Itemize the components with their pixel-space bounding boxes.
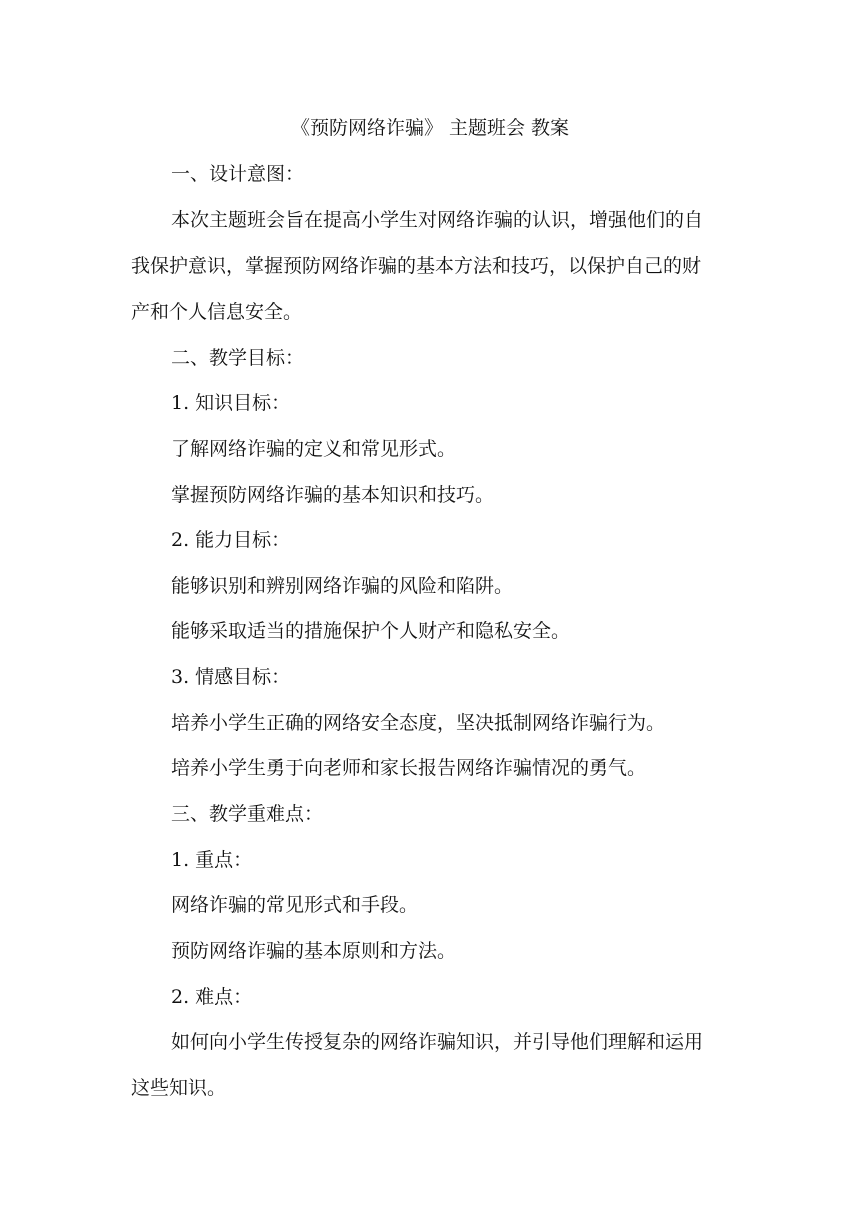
list-item: 培养小学生勇于向老师和家长报告网络诈骗情况的勇气。 [171, 757, 647, 779]
paragraph-line: 如何向小学生传授复杂的网络诈骗知识，并引导他们理解和运用 [171, 1031, 704, 1053]
subheading-emotion-goal: 3. 情感目标： [171, 666, 291, 688]
document-title: 《预防网络诈骗》 主题班会 教案 [290, 117, 570, 139]
paragraph-line: 本次主题班会旨在提高小学生对网络诈骗的认识，增强他们的自 [171, 209, 704, 231]
list-item: 培养小学生正确的网络安全态度，坚决抵制网络诈骗行为。 [171, 712, 666, 734]
section-heading-key-points: 三、教学重难点： [171, 803, 324, 825]
list-item: 了解网络诈骗的定义和常见形式。 [171, 438, 457, 460]
subheading-knowledge-goal: 1. 知识目标： [171, 392, 291, 414]
section-heading-teaching-goals: 二、教学目标： [171, 347, 305, 369]
subheading-key-point: 1. 重点： [171, 849, 253, 871]
list-item: 掌握预防网络诈骗的基本知识和技巧。 [171, 484, 495, 506]
list-item: 能够识别和辨别网络诈骗的风险和陷阱。 [171, 575, 514, 597]
paragraph-line: 这些知识。 [131, 1077, 227, 1099]
list-item: 预防网络诈骗的基本原则和方法。 [171, 940, 457, 962]
subheading-ability-goal: 2. 能力目标： [171, 529, 291, 551]
paragraph-line: 产和个人信息安全。 [131, 301, 303, 323]
section-heading-design-intent: 一、设计意图： [171, 163, 305, 185]
list-item: 能够采取适当的措施保护个人财产和隐私安全。 [171, 620, 571, 642]
list-item: 网络诈骗的常见形式和手段。 [171, 894, 419, 916]
paragraph-line: 我保护意识，掌握预防网络诈骗的基本方法和技巧，以保护自己的财 [131, 255, 702, 277]
subheading-difficult-point: 2. 难点： [171, 986, 253, 1008]
